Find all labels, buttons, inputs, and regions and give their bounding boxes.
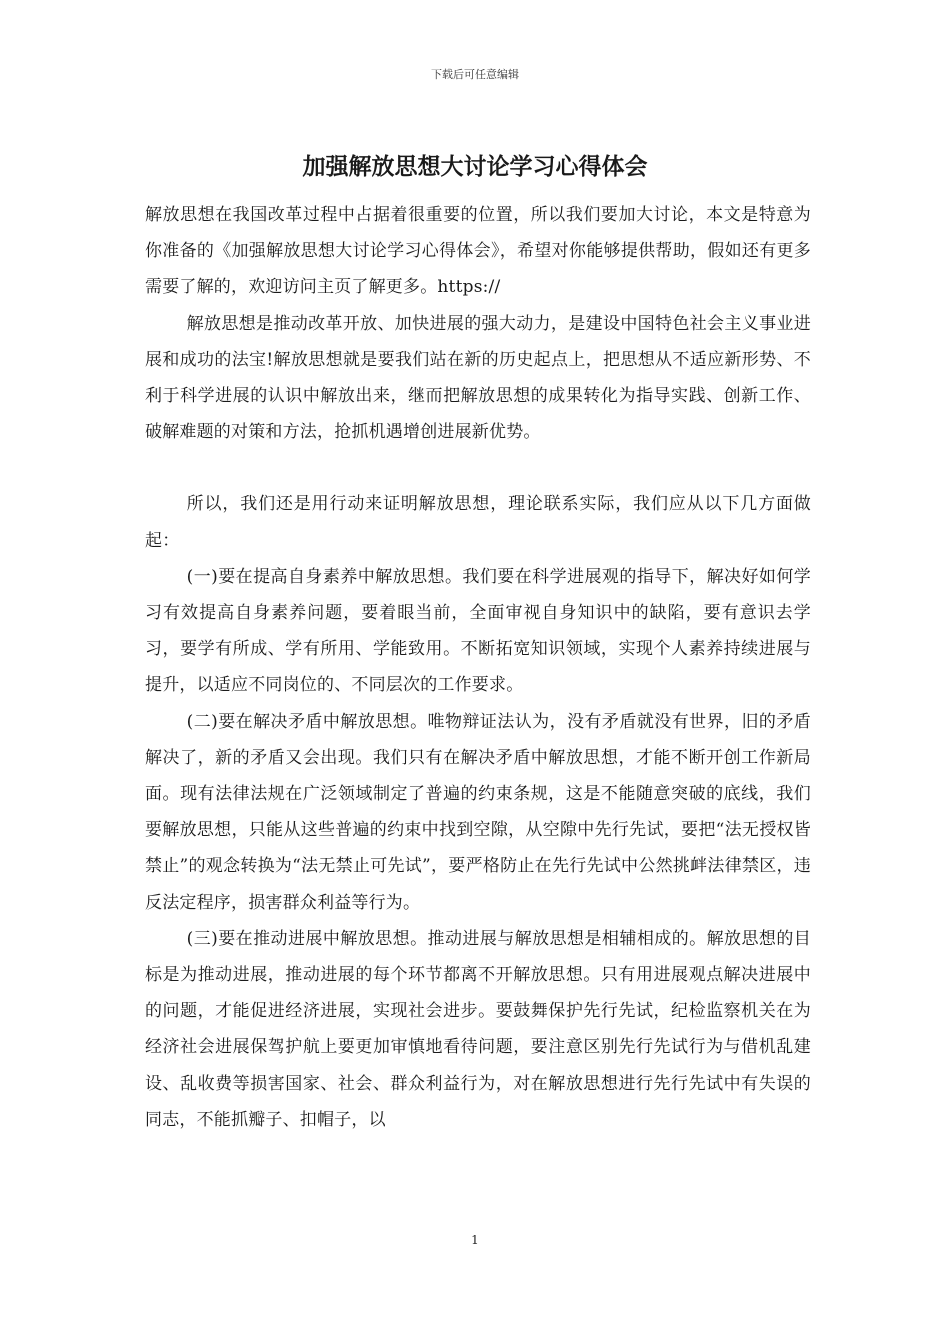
- body-paragraph: (一)要在提高自身素养中解放思想。我们要在科学进展观的指导下，解决好如何学习有效提高自身素养问题，要着眼当前，全面审视自身知识中的缺陷，要有意识去学习，要学有所成、学有所用、学能致用。不断拓宽知识领域，实现个人素养持续进展与提升，以适应不同岗位的、不同层次的工作要求。: [145, 566, 811, 696]
- intro-paragraph: 解放思想在我国改革过程中占据着很重要的位置，所以我们要加大讨论，本文是特意为你准备的《加强解放思想大讨论学习心得体会》，希望对你能够提供帮助，假如还有更多需要了解的，欢迎访问主页了解更多。https://: [145, 205, 811, 298]
- body-paragraph: 解放思想是推动改革开放、加快进展的强大动力，是建设中国特色社会主义事业进展和成功的法宝!解放思想就是要我们站在新的历史起点上，把思想从不适应新形势、不利于科学进展的认识中解放出来，继而把解放思想的成果转化为指导实践、创新工作、破解难题的对策和方法，抢抓机遇增创进展新优势。: [145, 313, 811, 443]
- body-paragraph: 所以，我们还是用行动来证明解放思想，理论联系实际，我们应从以下几方面做起：: [145, 494, 811, 551]
- document-body: [145, 197, 811, 1138]
- document-title: 加强解放思想大讨论学习心得体会: [302, 153, 648, 180]
- page-number: 1: [471, 1233, 479, 1247]
- header-note: 下载后可任意编辑: [431, 68, 519, 81]
- body-paragraph: (三)要在推动进展中解放思想。推动进展与解放思想是相辅相成的。解放思想的目标是为推动进展，推动进展的每个环节都离不开解放思想。只有用进展观点解决进展中的问题，才能促进经济进展，实现社会进步。要鼓舞保护先行先试，纪检监察机关在为经济社会进展保驾护航上要更加审慎地看待问题，要注意区别先行先试行为与借机乱建设、乱收费等损害国家、社会、群众利益行为，对在解放思想进行先行先试中有失误的同志，不能抓瓣子、扣帽子，以: [145, 928, 811, 1130]
- body-paragraph: (二)要在解决矛盾中解放思想。唯物辩证法认为，没有矛盾就没有世界，旧的矛盾解决了，新的矛盾又会出现。我们只有在解决矛盾中解放思想，才能不断开创工作新局面。现有法律法规在广泛领域制定了普遍的约束条规，这是不能随意突破的底线，我们要解放思想，只能从这些普遍的约束中找到空隙，从空隙中先行先试，要把“法无授权皆禁止”的观念转换为“法无禁止可先试”，要严格防止在先行先试中公然挑衅法律禁区，违反法定程序，损害群众利益等行为。: [145, 711, 811, 913]
